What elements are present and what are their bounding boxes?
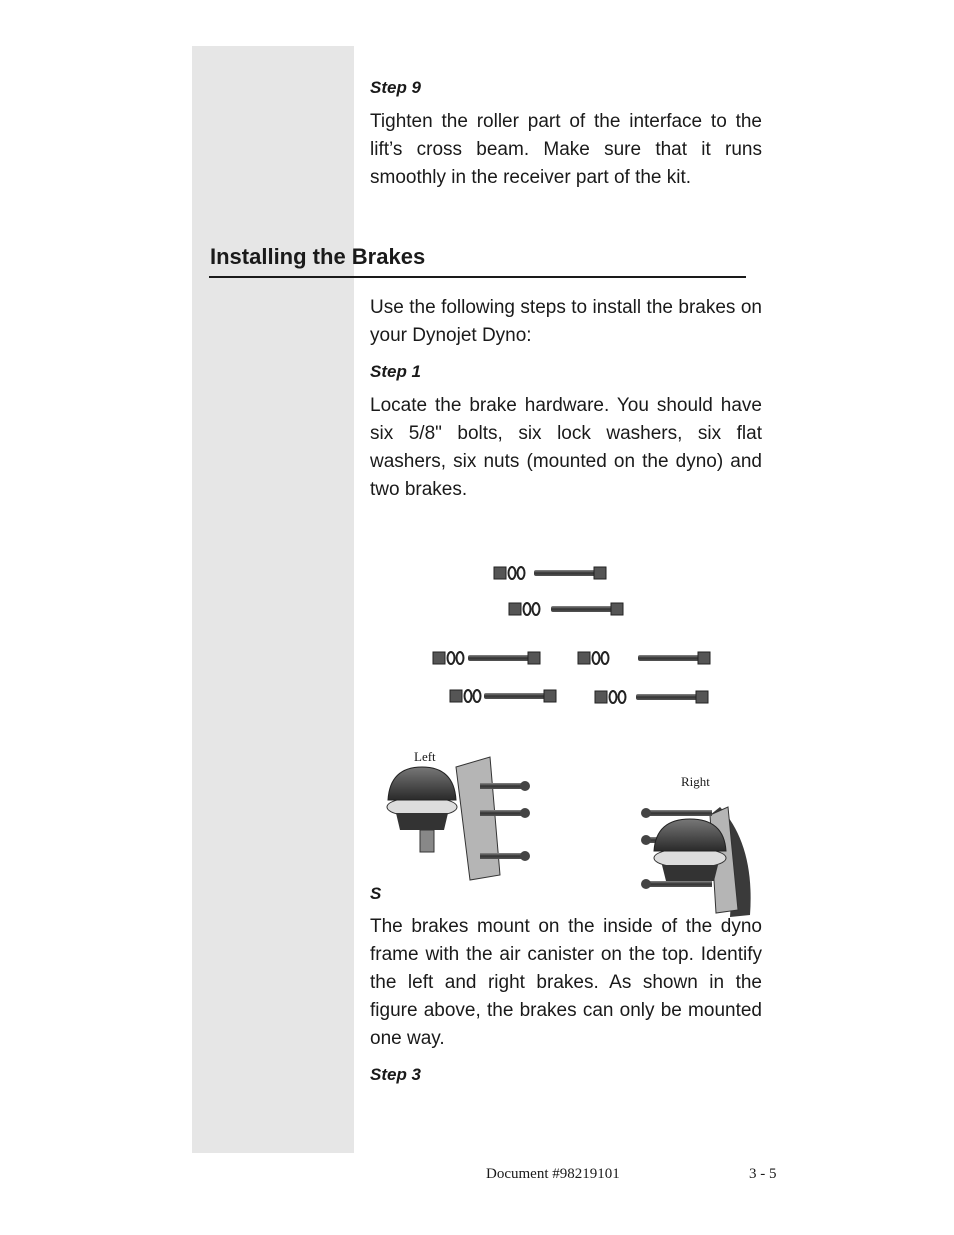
left-brake-drawing [387,757,530,880]
step-1-text: Locate the brake hardware. You should have six 5/8" bolts, six lock washers, six flat washers, six nuts (mounted on the dyno) and two brakes. [370,395,762,500]
section-rule [209,276,746,278]
left-brake-label: Left [414,749,436,764]
margin-sidebar [192,46,354,1153]
step-3-label: Step 3 [370,1065,422,1084]
document-number: Document #98219101 [486,1166,620,1182]
right-brake-label: Right [681,774,710,789]
step-2-text: The brakes mount on the inside of the dyno frame with the air canister on the top. Identify the left and right brakes. As shown in the figure above, the brakes can only be mounted one way. [370,916,762,1049]
hardware-row-4 [450,690,708,703]
step-9-text: Tighten the roller part of the interface to the lift’s cross beam. Make sure that it runs smoothly in the receiver part of the kit. [370,111,762,188]
step-2-label: S [370,884,382,903]
step-9-label: Step 9 [370,78,422,97]
page-number: 3 - 5 [749,1166,777,1182]
hardware-row-2 [509,603,623,615]
hardware-row-1 [494,567,606,579]
section-intro: Use the following steps to install the brakes on your Dynojet Dyno: [370,297,762,346]
step-1-label: Step 1 [370,362,422,381]
section-title: Installing the Brakes [210,244,426,269]
hardware-row-3 [433,652,710,664]
brake-hardware-figure [370,545,770,920]
